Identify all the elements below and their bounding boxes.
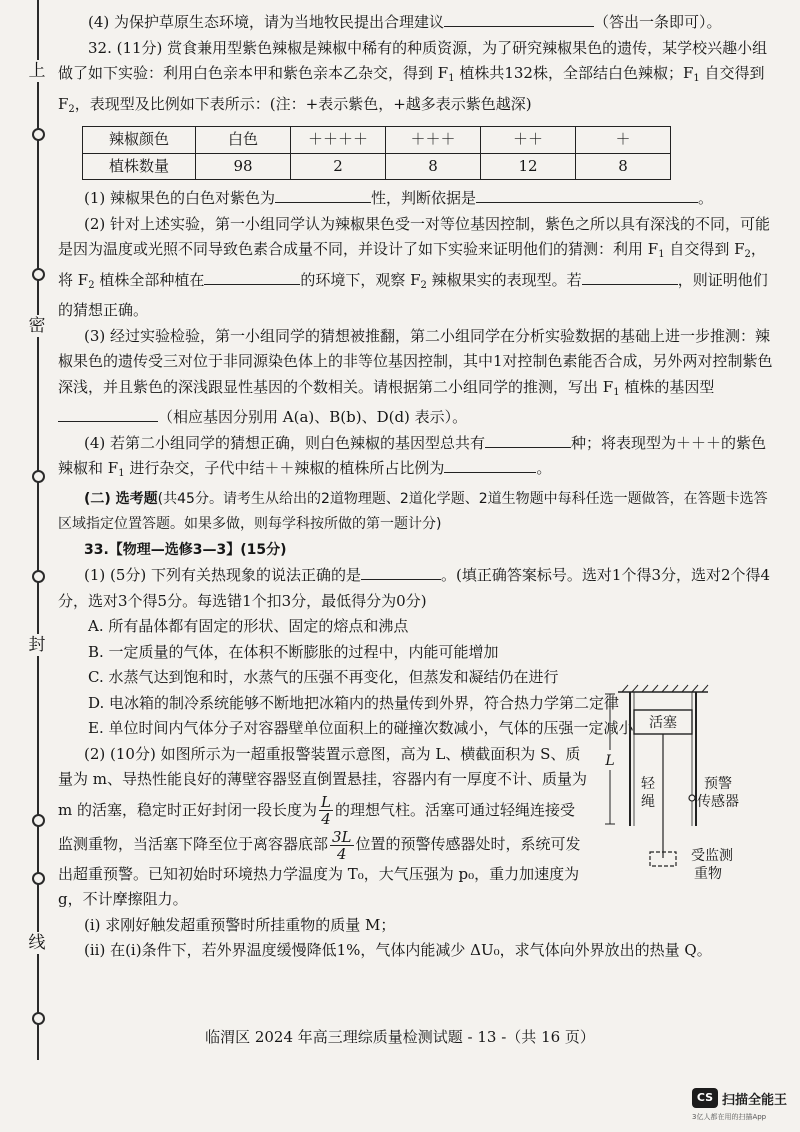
q33-sub-i: (i) 求刚好触发超重预警时所挂重物的质量 M； (84, 915, 396, 934)
binding-mark-feng: 封 (24, 634, 50, 656)
q31-item4: (4) 为保护草原生态环境，请为当地牧民提出合理建议 （答出一条即可）。 (58, 10, 773, 36)
scanner-app-name: 扫描全能王 (722, 1093, 788, 1108)
option-d: D. 电冰箱的制冷系统能够不断地把冰箱内的热量传到外界，符合热力学第二定律 (88, 693, 620, 712)
scanner-tagline: 3亿人都在用的扫描App (692, 1113, 767, 1121)
pepper-color-table (82, 126, 671, 180)
q33-part1: (1) (5分) 下列有关热现象的说法正确的是 。(填正确答案标号。选对1个得3分，选对2个得4分，选对3个得5分。每选错1个扣3分，最低得分为0分) (58, 563, 773, 614)
answer-blank[interactable] (58, 405, 158, 422)
table-cell: 98 (196, 153, 291, 180)
table-header-cell: 植株数量 (83, 153, 196, 180)
q33-part2: (2) (10分) 如图所示为一超重报警装置示意图，高为 L、横截面积为 S、质 量为 m、导热性能良好的薄壁容器竖直倒置悬挂，容器内有一厚度不计、质量为 m 的活塞，稳定时正好封闭一段长度为 $\frac{L}{4}$ 的理想气柱。活塞可通过轻绳连接受 监测重物，当活塞下降至位于离容器底部 $\frac{3L}{4}$ 位置的预警传感器处时，系统可发 出超重预警。已知初始时环境热力学温度为 T₀，大气压强为 p₀，重力加速度为 g，不计摩擦阻力。 (i) 求刚好触发超重预警时所挂重物的质量 M； (58, 742, 598, 939)
q32-part2: (2) 针对上述实验，第一小组同学认为辣椒果色受一对等位基因控制，紫色之所以具有深浅的不同，可能是因为温度或光照不同导致色素合成量不同，并设计了如下实验来证明他们的猜测：利用 $F_1$ 自交得到 $F_2$，将 $F_2$ 植株全部种植在 的环境下，观察 $F_2$ 辣椒果实的表现型。若 ，则证明他们的猜想正确。 (58, 214, 771, 319)
binding-line (37, 0, 39, 1060)
table-cell: ＋＋＋＋ (291, 127, 386, 154)
binding-mark-shang: 上 (24, 60, 50, 82)
answer-blank[interactable] (485, 431, 571, 448)
rope-label: 绳 (641, 794, 655, 810)
answer-blank[interactable] (275, 186, 371, 203)
section-2-heading: (二) 选考题(共45分。请考生从给出的2道物理题、2道化学题、2道生物题中每科任选一题做答，在答题卡选答区域指定位置答题。如果多做，则每学科按所做的第一题计分) (58, 490, 768, 532)
scanner-watermark (692, 1088, 792, 1124)
alarm-device-diagram (600, 680, 750, 890)
sensor-label: 预警 (704, 776, 732, 792)
camscanner-logo-icon: CS (692, 1088, 718, 1108)
binding-hole (32, 570, 45, 583)
q33-sub-ii: (ii) 在(i)条件下，若外界温度缓慢降低1%，气体内能减少 ΔU₀，求气体向外界放出的热量 Q。 (84, 941, 712, 959)
answer-blank[interactable] (444, 456, 536, 473)
sensor-label: 传感器 (697, 794, 739, 810)
binding-mark-xian: 线 (24, 932, 50, 954)
table-cell: 12 (481, 153, 576, 180)
q33-title: 33.【物理—选修3—3】(15分) (84, 541, 287, 558)
binding-margin (0, 0, 56, 1060)
answer-blank[interactable] (444, 10, 594, 27)
table-cell: 8 (386, 153, 481, 180)
table-cell: ＋＋ (481, 127, 576, 154)
table-row (83, 153, 671, 180)
weight-label: 重物 (694, 866, 722, 882)
binding-hole (32, 470, 45, 483)
answer-blank[interactable] (361, 563, 441, 580)
fraction-l-over-4: $\frac{L}{4}$ (321, 793, 331, 828)
option-c: C. 水蒸气达到饱和时，水蒸气的压强不再变化，但蒸发和凝结仍在进行 (88, 668, 559, 686)
rope-label: 轻 (641, 776, 655, 792)
weight-label: 受监测 (691, 848, 733, 864)
piston-label: 活塞 (649, 715, 677, 731)
option-e: E. 单位时间内气体分子对容器壁单位面积上的碰撞次数减小，气体的压强一定减小 (88, 719, 634, 737)
table-header-cell: 辣椒颜色 (83, 127, 196, 154)
binding-hole (32, 128, 45, 141)
q32-part4: (4) 若第二小组同学的猜想正确，则白色辣椒的基因型总共有 种；将表现型为＋＋＋的紫色辣椒和 $F_1$ 进行杂交，子代中结＋＋辣椒的植株所占比例为 。 (58, 431, 773, 487)
option-b: B. 一定质量的气体，在体积不断膨胀的过程中，内能可能增加 (88, 642, 499, 661)
page-footer: 临渭区 2024 年高三理综质量检测试题 - 13 -（共 16 页） (205, 1028, 595, 1046)
binding-hole (32, 1012, 45, 1025)
sensor-dot (689, 795, 695, 801)
ceiling-hatching (622, 685, 708, 692)
binding-mark-mi: 密 (24, 315, 50, 337)
q32-part3: (3) 经过实验检验，第一小组同学的猜想被推翻，第二小组同学在分析实验数据的基础上进一步推测：辣椒果色的遗传受三对位于非同源染色体上的非等位基因控制，其中1对控制色素能否合成，另外两对控制紫色深浅，并且紫色的深浅跟显性基因的个数相关。请根据第二小组同学的推测，写出 $F_1$ 植株的基因型（相应基因分别用 A(a)、B(b)、D(d) 表示）。 (58, 326, 773, 426)
fraction-3l-over-4: $\frac{3L}{4}$ (332, 827, 352, 863)
table-cell: 8 (576, 153, 671, 180)
length-label: L (605, 753, 615, 769)
table-row (83, 127, 671, 154)
table-cell: ＋＋＋ (386, 127, 481, 154)
answer-blank[interactable] (476, 186, 698, 203)
answer-blank[interactable] (582, 268, 678, 285)
table-cell: ＋ (576, 127, 671, 154)
answer-blank[interactable] (204, 268, 300, 285)
table-cell: 白色 (196, 127, 291, 154)
table-cell: 2 (291, 153, 386, 180)
q32-stem: 32. (11分) 赏食兼用型紫色辣椒是辣椒中稀有的种质资源，为了研究辣椒果色的遗传，某学校兴趣小组做了如下实验：利用白色亲本甲和紫色亲本乙杂交，得到 $F_1$ 植株共132株，全部结白色辣椒；$F_1$ 自交得到 $F_2$，表现型及比例如下表所示：(注：+表示紫色，+越多表示紫色越深) (58, 38, 768, 115)
q32-part1: (1) 辣椒果色的白色对紫色为 性，判断依据是 。 (58, 186, 773, 212)
binding-hole (32, 872, 45, 885)
binding-hole (32, 268, 45, 281)
binding-hole (32, 814, 45, 827)
option-a: A. 所有晶体都有固定的形状、固定的熔点和沸点 (88, 617, 409, 635)
